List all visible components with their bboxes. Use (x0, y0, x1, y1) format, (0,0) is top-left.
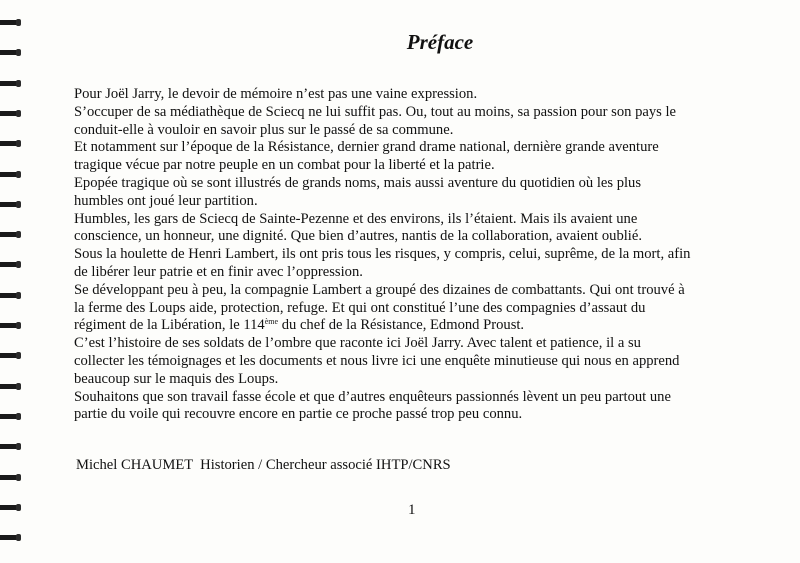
paragraph: Humbles, les gars de Sciecq de Sainte-Pezenne et des environs, ils l’étaient. Mais ils avaient une conscience, un honneur, une dignité. Que bien d’autres, nantis de la collaboration, avaient oublié. (74, 210, 642, 245)
paragraph: S’occuper de sa médiathèque de Sciecq ne lui suffit pas. Ou, tout au moins, sa passion pour son pays le conduit-elle à vouloir en savoir plus sur le passé de sa commune. (74, 103, 676, 138)
binding-ring (0, 412, 22, 421)
paragraph: C’est l’histoire de ses soldats de l’ombre que raconte ici Joël Jarry. Avec talent et patience, il a su collecter les témoignages et les documents et nous livre ici une enquête minutieuse qui nous en apprend beaucoup sur le maquis des Loups. (74, 335, 680, 387)
binding-ring (0, 109, 22, 118)
binding-ring (0, 260, 22, 269)
binding-ring (0, 473, 22, 482)
preface-body (74, 86, 774, 424)
binding-ring (0, 18, 22, 27)
page-number: 1 (408, 502, 416, 518)
binding-ring (0, 442, 22, 451)
paragraph: Epopée tragique où se sont illustrés de grands noms, mais aussi aventure du quotidien où les plus humbles ont joué leur partition. (74, 174, 642, 209)
signature: Michel CHAUMET Historien / Chercheur associé IHTP/CNRS (76, 457, 451, 473)
binding-ring (0, 351, 22, 360)
page-title: Préface (406, 30, 474, 54)
binding-ring (0, 533, 22, 542)
binding-ring (0, 139, 22, 148)
binding-ring (0, 321, 22, 330)
binding-ring (0, 230, 22, 239)
paragraph: Pour Joël Jarry, le devoir de mémoire n’est pas une vaine expression. (74, 86, 478, 102)
paragraph-lambert (74, 282, 774, 335)
paragraph-text: du chef de la Résistance, Edmond Proust. (278, 317, 525, 334)
paragraph: Et notamment sur l’époque de la Résistance, dernier grand drame national, dernière grande aventure tragique vécue par notre peuple en un combat pour la liberté et la patrie. (74, 139, 659, 174)
paragraph: Souhaitons que son travail fasse école et que d’autres enquêteurs passionnés lèvent un peu partout une partie du voile qui recouvre encore en partie ce proche passé trop peu connu. (74, 388, 671, 423)
ordinal-superscript: ème (264, 317, 279, 327)
spiral-binding (0, 0, 26, 563)
binding-ring (0, 503, 22, 512)
binding-ring (0, 79, 22, 88)
binding-ring (0, 382, 22, 391)
binding-ring (0, 200, 22, 209)
paragraph: Sous la houlette de Henri Lambert, ils ont pris tous les risques, y compris, celui, suprême, de la mort, afin de libérer leur patrie et en finir avec l’oppression. (74, 246, 691, 280)
binding-ring (0, 170, 22, 179)
binding-ring (0, 291, 22, 300)
paragraph-text: Se développant peu à peu, la compagnie Lambert a groupé des dizaines de combattants. Qui ont trouvé à la ferme des Loups aide, protection, refuge. Et qui ont constitué l’une des compagnies d’assaut du régiment de la Libération, le 114 (74, 281, 685, 334)
